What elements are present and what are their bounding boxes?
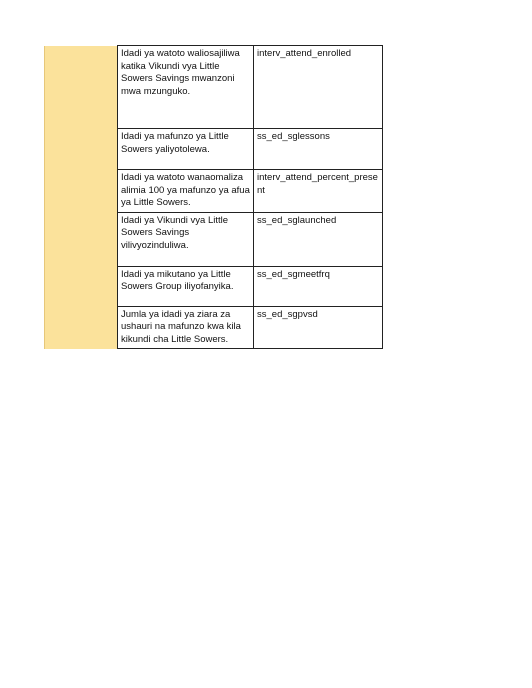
variable-name: ss_ed_sglaunched xyxy=(254,212,383,266)
indicator-description: Idadi ya watoto waliosajiliwa katika Vikundi vya Little Sowers Savings mwanzoni mwa mzunguko. xyxy=(118,46,254,129)
variable-name: ss_ed_sgpvsd xyxy=(254,306,383,349)
spreadsheet-page xyxy=(44,45,383,349)
variable-name: interv_attend_percent_present xyxy=(254,170,383,213)
variable-name: ss_ed_sgmeetfrq xyxy=(254,266,383,306)
indicator-description: Idadi ya mafunzo ya Little Sowers yaliyotolewa. xyxy=(118,129,254,170)
variable-name: ss_ed_sglessons xyxy=(254,129,383,170)
indicator-description: Idadi ya mikutano ya Little Sowers Group iliyofanyika. xyxy=(118,266,254,306)
variable-name: interv_attend_enrolled xyxy=(254,46,383,129)
indicator-description: Jumla ya idadi ya ziara za ushauri na mafunzo kwa kila kikundi cha Little Sowers. xyxy=(118,306,254,349)
indicator-description: Idadi ya watoto wanaomaliza alimia 100 ya mafunzo ya afua ya Little Sowers. xyxy=(118,170,254,213)
highlight-column xyxy=(45,46,118,349)
indicator-description: Idadi ya Vikundi vya Little Sowers Savings vilivyozinduliwa. xyxy=(118,212,254,266)
indicator-table xyxy=(44,45,383,349)
table-row xyxy=(45,46,383,129)
